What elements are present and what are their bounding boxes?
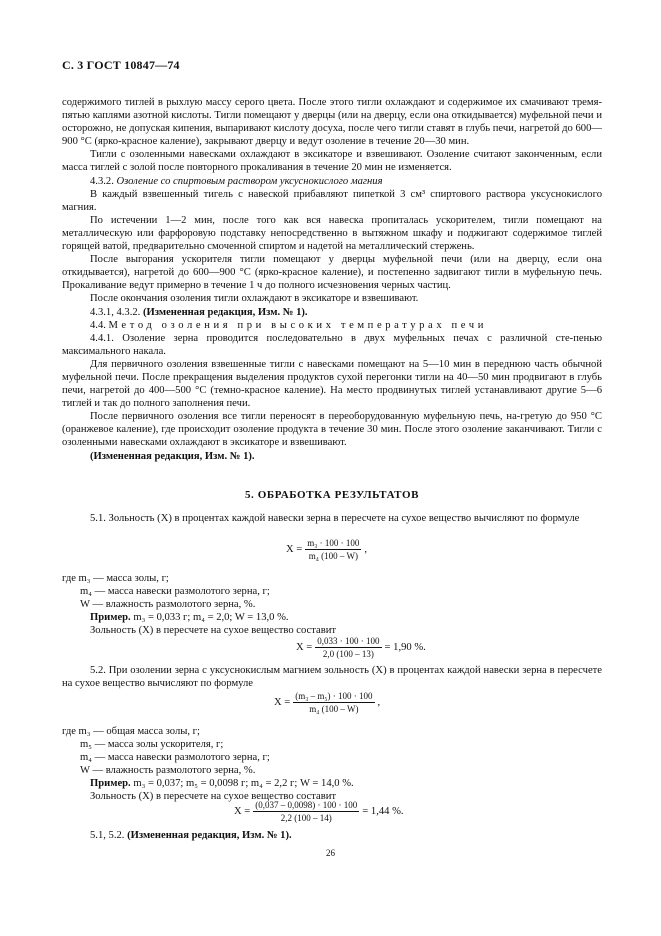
subsection-number: 4.3.2. (90, 175, 114, 187)
list-item: m₅ — масса золы ускорителя, г; (80, 739, 224, 751)
paragraph: 5.1. Зольность (X) в процентах каждой навески зерна в пересчете на сухое вещество вычисляют по формуле (90, 513, 580, 524)
list-item: W — влажность размолотого зерна, %. (80, 599, 256, 611)
amendment-text: (Измененная редакция, Изм. № 1). (142, 306, 308, 318)
fraction (253, 800, 359, 823)
section-title: 5. ОБРАБОТКА РЕЗУЛЬТАТОВ (244, 489, 420, 501)
list-item: W — влажность размолотого зерна, %. (80, 765, 256, 777)
formula-1 (286, 538, 367, 561)
example-line (62, 777, 602, 790)
formula-tail: , (377, 697, 381, 708)
paragraph-5-2 (62, 664, 602, 690)
subsection-heading (62, 319, 602, 332)
numerator: (0,037 – 0,0098) · 100 · 100 (255, 800, 358, 810)
amendment-note: (Измененная редакция, Изм. № 1). (90, 450, 255, 462)
list-item: m₄ — масса навески размолотого зерна, г; (80, 586, 270, 598)
formula-tail: = 1,90 %. (384, 642, 426, 653)
paragraph: После первичного озоления все тигли переносят в переоборудованную муфельную печь, на-гретую до 950 °С (оранжевое каление), где происходит озоление продукта в течение 30 мин. После этого озоление заканчивают. Тигли с озоленными навесками охлаждают в эксикаторе и взвешивают. (62, 411, 602, 449)
paragraph: содержимого тиглей в рыхлую массу серого цвета. После этого тигли охлаждают и содержимое их смачивают тремя-пятью каплями азотной кислоты. Тигли помещают у дверцы (или на дверцу, если она откидывается) муфельной печи и осторожно, не допуская кипения, выпаривают кислоту досуха, после чего тигли ставят в глубь печи, нагретой до 600—900 °С (ярко-красное каление), закрывают дверцу и ведут озоление в течение 20—30 мин. (62, 97, 602, 148)
formula-tail: = 1,44 %. (362, 806, 404, 817)
numerator: (m₃ – m₅) · 100 · 100 (295, 691, 373, 701)
paragraph: 4.4.1. Озоление зерна проводится последовательно в двух муфельных печах с различной сте-пенью максимального накала. (62, 332, 602, 357)
list-item: m₄ — масса навески размолотого зерна, г; (80, 752, 270, 764)
page-number: 26 (326, 848, 335, 858)
example-result-line: Зольность (X) в пересчете на сухое вещество составит (90, 791, 337, 803)
formula-lhs: X = (274, 697, 291, 708)
formula-lhs: X = (296, 642, 313, 653)
example-label: Пример. (90, 778, 131, 790)
body-text-top (62, 96, 602, 463)
variable-list-1 (62, 572, 602, 637)
paragraph: 5.2. При озолении зерна с уксуснокислым магнием зольность (X) в процентах каждой навески зерна в пересчете на сухое вещество вычисляют по формуле (62, 665, 602, 690)
amendment-text: (Измененная редакция, Изм. № 1). (127, 830, 292, 841)
list-item: где m₃ — общая масса золы, г; (62, 726, 200, 737)
denominator: m₄ (100 – W) (308, 551, 358, 561)
example-line (62, 611, 602, 624)
denominator: m₄ (100 – W) (309, 704, 359, 714)
denominator: 2,2 (100 – 14) (280, 813, 332, 823)
page-header: С. 3 ГОСТ 10847—74 (62, 58, 180, 72)
denominator: 2,0 (100 – 13) (322, 649, 374, 659)
paragraph: После окончания озоления тигли охлаждают в эксикаторе и взвешивают. (90, 293, 419, 305)
amendment-note-final (62, 829, 602, 842)
paragraph: После выгорания ускорителя тигли помещают у дверцы муфельной печи (или на дверцу, если она откидывается), нагретой до 600—900 °С (ярко-красное каление), и постепенно задвигают тигли в муфельную печь. Прокаливание ведут примерно в течение 1 ч до полного исчезновения черных частиц. (62, 254, 602, 292)
example-values: m₃ = 0,037; m₅ = 0,0098 г; m₄ = 2,2 г; W = 14,0 %. (133, 778, 354, 790)
subsection-title: Метод озоления при высоких температурах печи (108, 319, 488, 331)
numerator: 0,033 · 100 · 100 (317, 636, 380, 646)
subsection-heading (62, 175, 602, 188)
paragraph: Для первичного озоления взвешенные тигли с навесками помещают на 5—10 мин в переднюю часть обычной муфельной печи. После прекращения выделения продуктов сухой перегонки тигли на 40—50 мин продвигают в глубь печи, нагретой до 400—500 °С (темно-красное каление). На место продвинутых тиглей устанавливают другие 5—6 тиглей и так до полного заполнения печи. (62, 358, 602, 410)
formula-lhs: X = (234, 806, 251, 817)
amendment-clauses: 4.3.1, 4.3.2. (90, 306, 141, 318)
amendment-clauses: 5.1, 5.2. (90, 830, 125, 841)
amendment-note (62, 306, 602, 319)
fraction (293, 691, 374, 714)
variable-list-2 (62, 725, 602, 804)
example-values: m₃ = 0,033 г; m₄ = 2,0; W = 13,0 %. (133, 612, 289, 624)
fraction (305, 538, 361, 561)
example-result-line: Зольность (X) в пересчете на сухое вещество составит (90, 625, 337, 637)
example-label: Пример. (90, 612, 131, 624)
paragraph-5-1 (62, 512, 602, 525)
formula-2 (296, 636, 426, 659)
formula-4 (234, 800, 404, 823)
paragraph: Тигли с озоленными навесками охлаждают в эксикаторе и взвешивают. Озоление считают законченным, если масса тиглей с золой после повторного прокаливания в течение 20 мин не изменяется. (62, 149, 602, 174)
list-item: где m₃ — масса золы, г; (62, 573, 169, 584)
formula-tail: , (364, 544, 368, 555)
formula-lhs: X = (286, 544, 303, 555)
formula-3 (274, 691, 380, 714)
paragraph: В каждый взвешенный тигель с навеской прибавляют пипеткой 3 см³ спиртового раствора уксуснокислого магния. (62, 188, 602, 213)
fraction (315, 636, 381, 659)
subsection-title: Озоление со спиртовым раствором уксуснокислого магния (116, 175, 383, 187)
numerator: m₃ · 100 · 100 (307, 538, 360, 548)
subsection-number: 4.4. (90, 319, 106, 331)
paragraph: По истечении 1—2 мин, после того как вся навеска пропиталась ускорителем, тигли помещают на металлическую или фарфоровую подставку непосредственно в вытяжном шкафу и поджигают содержимое тиглей горящей ватой, предварительно смоченной спиртом и надетой на металлический стержень. (62, 214, 602, 253)
